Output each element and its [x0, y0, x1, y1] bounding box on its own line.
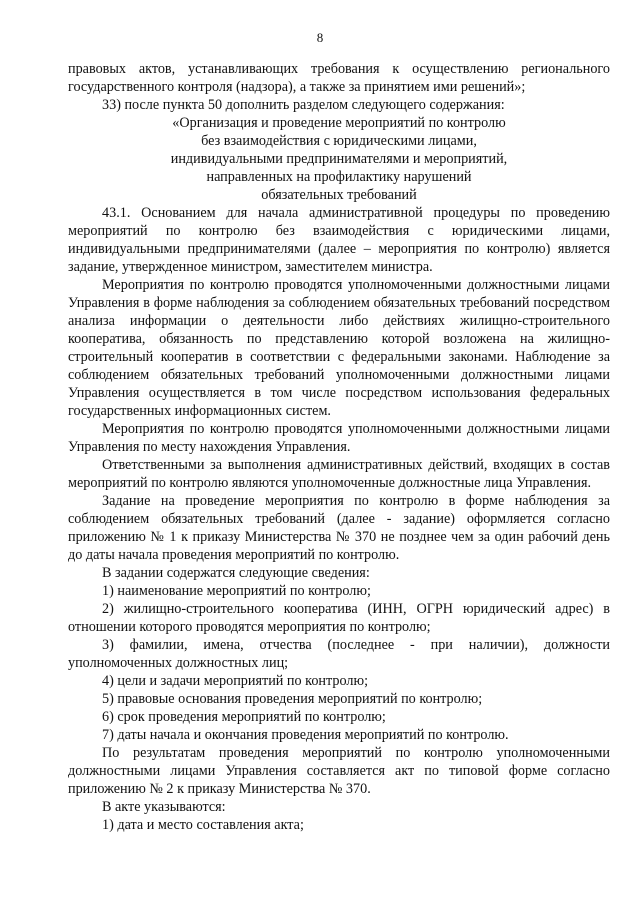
- paragraph-task-contents: В задании содержатся следующие сведения:: [102, 565, 370, 581]
- paragraph-location: Мероприятия по контролю проводятся уполномоченными должностными лицами Управления по месту нахождения Управления.: [68, 421, 610, 455]
- paragraph-act: По результатам проведения мероприятий по контролю уполномоченными должностными лицами Управления составляется акт по типовой форме согласно приложению № 2 к приказу Министерства № 370.: [68, 745, 610, 797]
- list-item: 4) цели и задачи мероприятий по контролю;: [102, 673, 369, 689]
- paragraph-43-1: 43.1. Основанием для начала административной процедуры по проведению мероприятий по контролю без взаимодействия с юридическими лицами, индивидуальными предпринимателями (далее – мероприятия по контролю) является задание, утвержденное министром, заместителем министра.: [68, 205, 610, 275]
- heading-line: без взаимодействия с юридическими лицами,: [201, 133, 477, 149]
- paragraph-observation: Мероприятия по контролю проводятся уполномоченными должностными лицами Управления в форме наблюдения за соблюдением обязательных требований посредством анализа информации о деятельности либо действиях жилищно-строительного кооператива, обязанность по представлению которой возложена на жилищно-строительный кооператив в соответствии с федеральными законами. Наблюдение за соблюдением обязательных требований уполномоченными должностными лицами Управления осуществляется в том числе посредством использования федеральных государственных информационных систем.: [68, 277, 610, 419]
- list-item: 7) даты начала и окончания проведения мероприятий по контролю.: [102, 727, 509, 743]
- list-item: 1) дата и место составления акта;: [102, 817, 304, 833]
- heading-line: индивидуальными предпринимателями и мероприятий,: [170, 151, 508, 167]
- heading-line: «Организация и проведение мероприятий по контролю: [172, 115, 506, 131]
- paragraph-item-33: 33) после пункта 50 дополнить разделом следующего содержания:: [102, 97, 505, 113]
- paragraph-task: Задание на проведение мероприятия по контролю в форме наблюдения за соблюдением обязательных требований (далее - задание) оформляется согласно приложению № 1 к приказу Министерства № 370 не позднее чем за один рабочий день до даты начала проведения мероприятий по контролю.: [68, 493, 610, 563]
- list-item: 6) срок проведения мероприятий по контролю;: [102, 709, 386, 725]
- paragraph-continuation: правовых актов, устанавливающих требования к осуществлению регионального государственного контроля (надзора), а также за принятием ими решений»;: [68, 61, 610, 95]
- document-body: [68, 60, 610, 834]
- list-item: 2) жилищно-строительного кооператива (ИНН, ОГРН юридический адрес) в отношении которого проводятся мероприятия по контролю;: [68, 601, 610, 635]
- list-item: 1) наименование мероприятий по контролю;: [102, 583, 371, 599]
- paragraph-responsible: Ответственными за выполнения административных действий, входящих в состав мероприятий по контролю являются уполномоченные должностные лица Управления.: [68, 457, 610, 491]
- list-item: 3) фамилии, имена, отчества (последнее - при наличии), должности уполномоченных должностных лиц;: [68, 637, 610, 671]
- heading-line: обязательных требований: [261, 187, 417, 203]
- section-heading: [68, 114, 610, 204]
- list-item: 5) правовые основания проведения мероприятий по контролю;: [102, 691, 483, 707]
- paragraph-act-contents: В акте указываются:: [102, 799, 226, 815]
- page-number: 8: [316, 30, 324, 45]
- heading-line: направленных на профилактику нарушений: [206, 169, 472, 185]
